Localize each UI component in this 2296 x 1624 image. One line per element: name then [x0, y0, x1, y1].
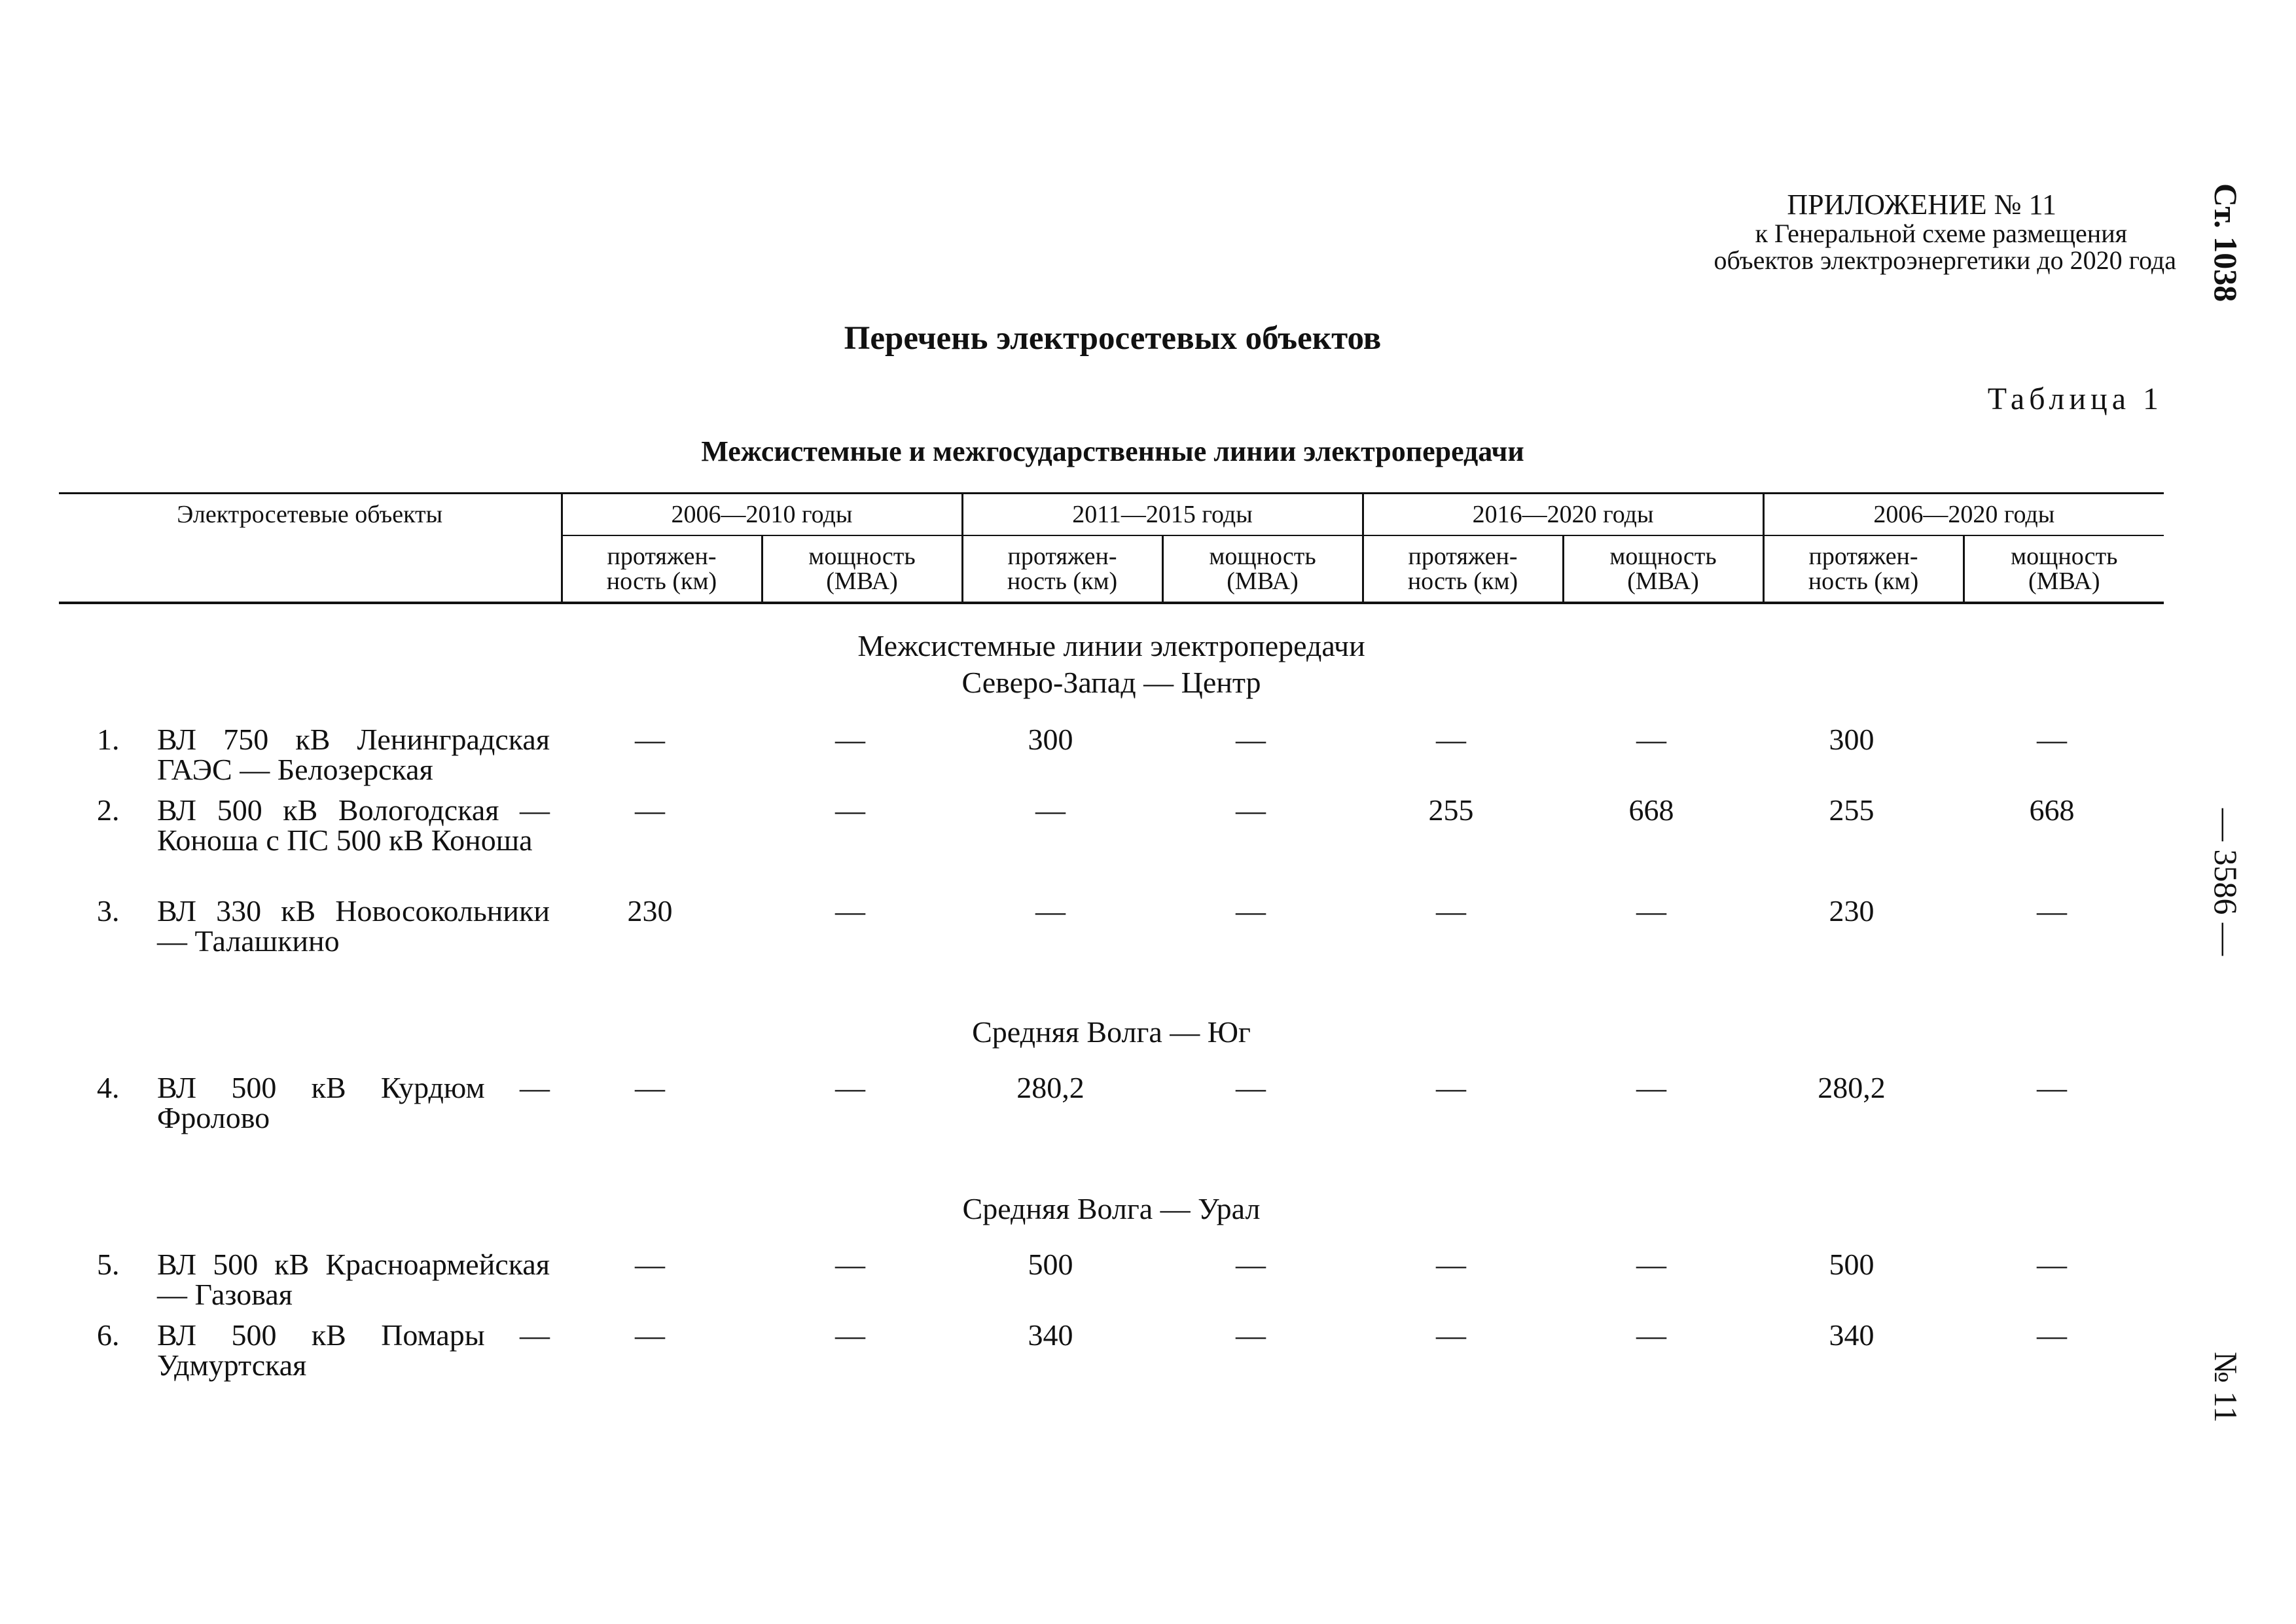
cell-value: — — [1436, 1318, 1466, 1352]
row-number: 2. — [97, 793, 120, 827]
table-row — [59, 1073, 2164, 1137]
header-length: протяжен- ность (км) — [962, 535, 1162, 603]
cell-value: — — [1636, 894, 1666, 928]
cell-value: — — [1236, 1248, 1266, 1281]
cell-value: — — [835, 1318, 865, 1352]
cell-value: 300 — [1829, 723, 1874, 756]
cell-value: — — [1436, 1071, 1466, 1104]
region-heading: Средняя Волга — Юг — [972, 1015, 1251, 1049]
cell-value: 255 — [1428, 793, 1474, 827]
cell-value: — — [2037, 723, 2067, 756]
section-heading: Межсистемные линии электропередачи — [857, 629, 1365, 662]
header-length: протяжен- ность (км) — [1763, 535, 1964, 603]
cell-value: 300 — [1028, 723, 1073, 756]
region-heading: Северо-Запад — Центр — [961, 666, 1261, 699]
table-subtitle: Межсистемные и межгосударственные линии электропередачи — [701, 435, 1524, 467]
cell-value: — — [835, 1071, 865, 1104]
cell-value: — — [1636, 723, 1666, 756]
table-row — [59, 1250, 2164, 1320]
header-length: протяжен- ность (км) — [562, 535, 762, 603]
row-name: ВЛ 500 кВ Красноармейская — Газовая — [157, 1248, 550, 1311]
header-objects: Электросетевые объекты — [59, 494, 562, 604]
cell-value: — — [1436, 723, 1466, 756]
row-number: 6. — [97, 1318, 120, 1352]
cell-value: 500 — [1829, 1248, 1874, 1281]
cell-value: — — [835, 793, 865, 827]
cell-value: — — [835, 894, 865, 928]
cell-value: — — [835, 723, 865, 756]
cell-value: — — [635, 723, 665, 756]
cell-value: — — [835, 1248, 865, 1281]
cell-value: — — [1636, 1071, 1666, 1104]
cell-value: — — [635, 1248, 665, 1281]
table-row — [59, 795, 2164, 896]
cell-value: 280,2 — [1818, 1071, 1886, 1104]
cell-value: — — [2037, 894, 2067, 928]
cell-value: — — [1436, 1248, 1466, 1281]
document-title: Перечень электросетевых объектов — [844, 320, 1382, 357]
cell-value: — — [1236, 1071, 1266, 1104]
table-row — [59, 725, 2164, 795]
cell-value: — — [1436, 894, 1466, 928]
cell-value: — — [1236, 723, 1266, 756]
cell-value: 500 — [1028, 1248, 1073, 1281]
cell-value: — — [635, 793, 665, 827]
header-period: 2006—2020 годы — [1763, 494, 2164, 536]
header-power: мощность (МВА) — [1563, 535, 1763, 603]
header-length: протяжен- ность (км) — [1363, 535, 1563, 603]
header-power: мощность (МВА) — [1162, 535, 1363, 603]
cell-value: — — [1236, 793, 1266, 827]
row-name: ВЛ 500 кВ Вологодская — Коноша с ПС 500 кВ Коноша — [157, 793, 550, 857]
cell-value: — — [1035, 894, 1066, 928]
header-period: 2016—2020 годы — [1363, 494, 1763, 536]
cell-value: — — [1236, 894, 1266, 928]
cell-value: — — [2037, 1071, 2067, 1104]
cell-value: — — [2037, 1318, 2067, 1352]
margin-issue-number: № 11 — [2208, 1352, 2244, 1423]
cell-value: 340 — [1829, 1318, 1874, 1352]
row-name: ВЛ 750 кВ Ленинградская ГАЭС — Белозерская — [157, 723, 550, 786]
row-number: 3. — [97, 894, 120, 928]
cell-value: — — [1236, 1318, 1266, 1352]
appendix-subtitle: к Генеральной схеме размещения — [1755, 218, 2127, 248]
table-row — [59, 896, 2164, 960]
header-power: мощность (МВА) — [1964, 535, 2164, 603]
region-heading: Средняя Волга — Урал — [962, 1192, 1261, 1225]
table-label: Таблица 1 — [1987, 382, 2163, 416]
row-number: 1. — [97, 723, 120, 756]
cell-value: 230 — [627, 894, 673, 928]
table-body — [59, 599, 2164, 1386]
margin-page-ref: Ст. 1038 — [2208, 183, 2244, 302]
cell-value: 340 — [1028, 1318, 1073, 1352]
header-power: мощность (МВА) — [762, 535, 962, 603]
cell-value: — — [1636, 1318, 1666, 1352]
row-name: ВЛ 500 кВ Курдюм — Фролово — [157, 1071, 550, 1134]
header-period: 2011—2015 годы — [962, 494, 1363, 536]
appendix-title: ПРИЛОЖЕНИЕ № 11 — [1787, 189, 2056, 221]
appendix-subtitle-2: объектов электроэнергетики до 2020 года — [1713, 245, 2176, 276]
cell-value: — — [1035, 793, 1066, 827]
margin-page-number: — 3586 — — [2208, 808, 2244, 956]
cell-value: — — [1636, 1248, 1666, 1281]
row-number: 4. — [97, 1071, 120, 1104]
cell-value: 280,2 — [1016, 1071, 1085, 1104]
cell-value: — — [2037, 1248, 2067, 1281]
cell-value: — — [635, 1318, 665, 1352]
cell-value: 668 — [2029, 793, 2075, 827]
cell-value: 668 — [1628, 793, 1674, 827]
cell-value: 230 — [1829, 894, 1874, 928]
row-number: 5. — [97, 1248, 120, 1281]
appendix-block — [1714, 190, 2176, 274]
table-row — [59, 1320, 2164, 1386]
cell-value: 255 — [1829, 793, 1874, 827]
row-name: ВЛ 330 кВ Новосокольники — Талашкино — [157, 894, 550, 958]
table-header — [59, 492, 2164, 604]
header-period: 2006—2010 годы — [562, 494, 962, 536]
row-name: ВЛ 500 кВ Помары — Удмуртская — [157, 1318, 550, 1382]
cell-value: — — [635, 1071, 665, 1104]
